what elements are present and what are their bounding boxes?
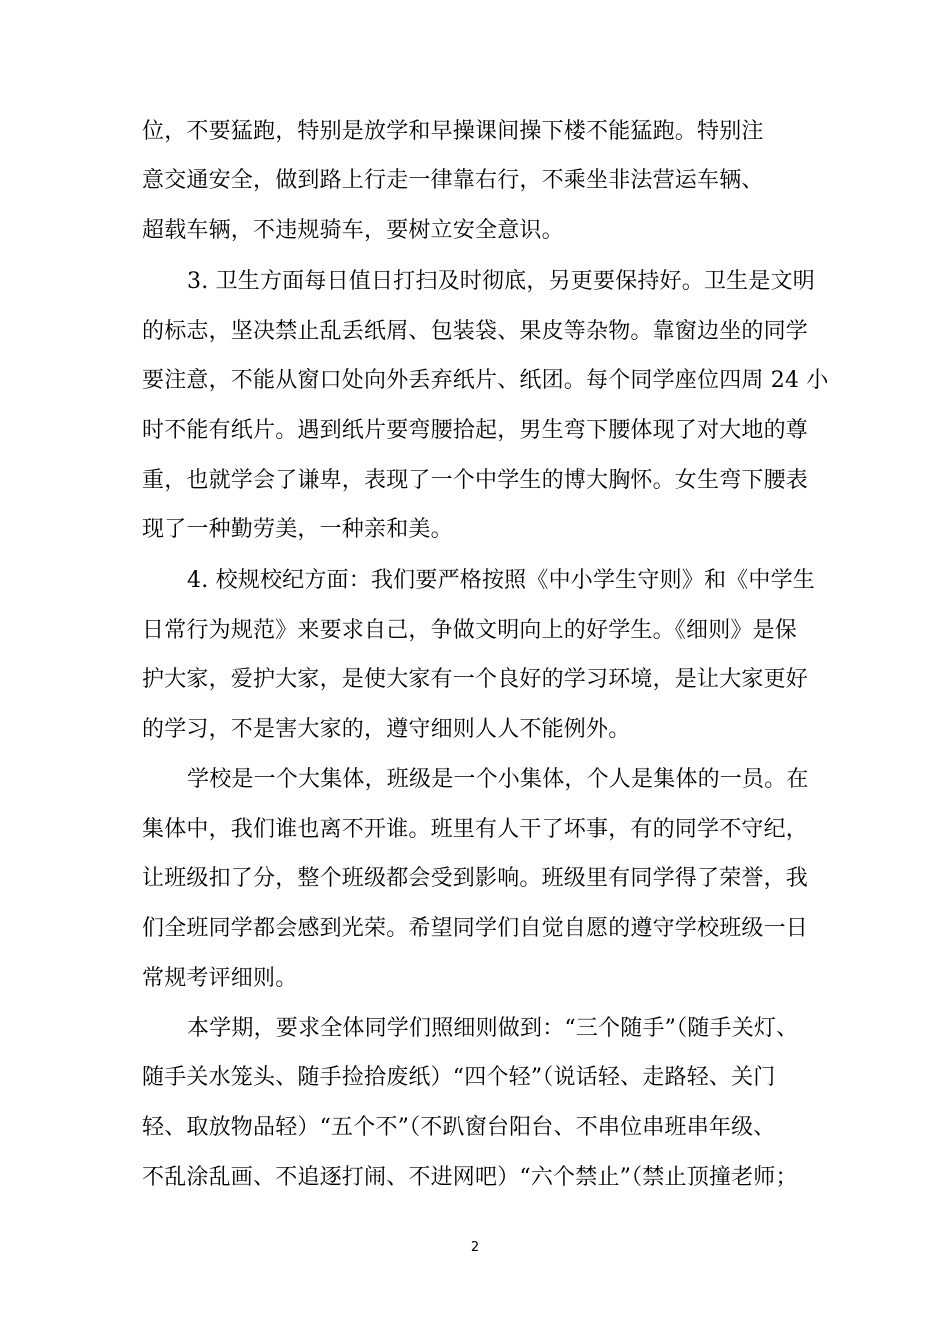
text-line: 常规考评细则。 <box>142 966 298 991</box>
paragraph-start-line: 4. 校规校纪方面：我们要严格按照《中小学生守则》和《中学生 <box>187 568 815 593</box>
text-line: 的标志，坚决禁止乱丢纸屑、包装袋、果皮等杂物。靠窗边坐的同学 <box>142 319 809 344</box>
text-line: 不乱涂乱画、不追逐打闹、不进网吧）“六个禁止”（禁止顶撞老师； <box>142 1165 798 1190</box>
paragraph-start-line: 学校是一个大集体，班级是一个小集体，个人是集体的一员。在 <box>187 767 809 792</box>
text-line: 护大家，爱护大家，是使大家有一个良好的学习环境，是让大家更好 <box>142 667 809 692</box>
text-line: 时不能有纸片。遇到纸片要弯腰拾起，男生弯下腰体现了对大地的尊 <box>142 418 809 443</box>
paragraph-start-line: 本学期，要求全体同学们照细则做到：“三个随手”（随手关灯、 <box>187 1016 799 1041</box>
text-line: 要注意，不能从窗口处向外丢弃纸片、纸团。每个同学座位四周 24 小 <box>142 368 829 393</box>
page-number: 2 <box>470 1240 480 1255</box>
text-line: 们全班同学都会感到光荣。希望同学们自觉自愿的遵守学校班级一日 <box>142 916 809 941</box>
text-line: 重，也就学会了谦卑，表现了一个中学生的博大胸怀。女生弯下腰表 <box>142 468 809 493</box>
text-line: 轻、取放物品轻）“五个不”（不趴窗台阳台、不串位串班串年级、 <box>142 1115 776 1140</box>
text-line: 集体中，我们谁也离不开谁。班里有人干了坏事，有的同学不守纪， <box>142 817 809 842</box>
text-line: 的学习，不是害大家的，遵守细则人人不能例外。 <box>142 717 631 742</box>
text-line: 随手关水笼头、随手捡拾废纸）“四个轻”（说话轻、走路轻、关门 <box>142 1065 776 1090</box>
text-line: 超载车辆，不违规骑车，要树立安全意识。 <box>142 218 564 243</box>
text-line: 现了一种勤劳美，一种亲和美。 <box>142 517 453 542</box>
text-line: 意交通安全，做到路上行走一律靠右行，不乘坐非法营运车辆、 <box>142 168 764 193</box>
text-line: 日常行为规范》来要求自己，争做文明向上的好学生。《细则》是保 <box>142 618 798 643</box>
text-line: 让班级扣了分，整个班级都会受到影响。班级里有同学得了荣誉，我 <box>142 866 809 891</box>
paragraph-start-line: 3. 卫生方面每日值日打扫及时彻底，另更要保持好。卫生是文明 <box>187 269 815 294</box>
text-line: 位，不要猛跑，特别是放学和早操课间操下楼不能猛跑。特别注 <box>142 119 764 144</box>
